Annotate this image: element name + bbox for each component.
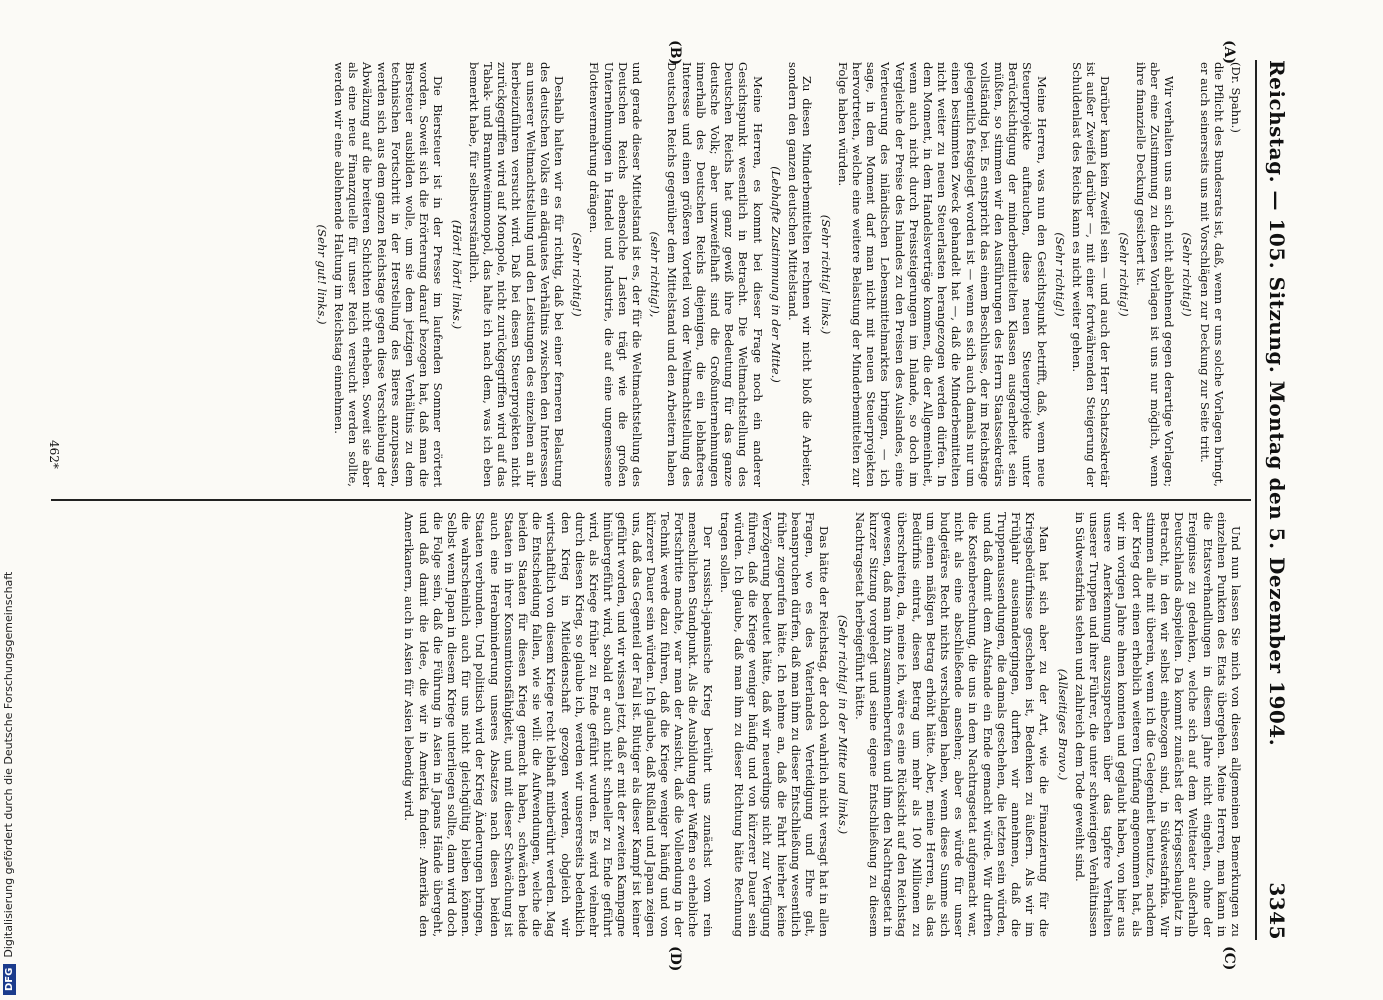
paragraph: Meine Herren, was nun den Gesichtspunkt betrifft, daß, wenn neue Steuerprojekte auftauchen, diese neuen Steuerprojekte unter Berücksichtigung der minderbemittelten Klassen ausgearbeitet sein müßten, so stimmen wir den Ausführungen des Herrn Staatssekretärs vollständig bei. Es entspricht das einem Beschlusse, der im Reichstage gelegentlich festgelegt worden ist — wenn es sich auch damals nur um einen bestimmten Zweck gehandelt hat —, daß die Minderbemittelten nicht weiter zu neuen Steuerlasten herangezogen werden dürfen. In dem Moment, in dem Handelsverträge kommen, die der Allgemeinheit, wenn auch nicht durch Preissteigerungen im Inlande, so doch im Vergleiche der Preise des Inlandes zu den Preisen des Auslandes, eine Verteuerung des inländischen Lebensmittelmarktes bringen, — ich sage, in dem Moment darf man nicht mit neuen Steuerprojekten hervortreten, welche eine weitere Belastung der Minderbemittelten zur Folge haben würden.: [835, 62, 1049, 487]
paragraph: Die Biersteuer ist in der Presse im laufenden Sommer erörtert worden. Soweit sich die Erörterung darauf bezogen hat, daß man die Biersteuer ausbilden wolle, um sie dem jetzigen Verhältnis zu dem technischen Fortschritt in der Herstellung des Bieres anzupassen, werden sich aus dem ganzen Reichstage gegen diese Verschiebung der Abwälzung auf die breiteren Schichten nicht erheben. Soweit sie aber als eine neue Finanzquelle für unser Reich versucht werden sollte, werden wir eine ablehnende Haltung im Reichstag einnehmen.: [332, 62, 446, 487]
paragraph: Das hätte der Reichstag, der doch wahrlich nicht versagt hat in allen Fragen, wo es des Vaterlandes Verteidigung und Ehre galt, beanspruchen dürfen, daß man ihm zu dieser Entschließung wesentlich früher zugerufen hätte. Ich nehme an, daß die Fahrt hierher keine Verzögerung bedeutet hätte, daß wir neuerdings nicht zur Verfügung führen, daß die Kriege weniger häufig und von kürzerer Dauer sein würden. Ich glaube, daß man ihm zu dieser Richtung hätte Rechnung tragen sollen.: [717, 512, 832, 937]
margin-marker-d: (D): [667, 946, 683, 972]
paragraph: Wir verhalten uns an sich nicht ablehnend gegen derartige Vorlagen; aber eine Zustimmung zu diesen Vorlagen ist uns nur möglich, wenn ihre finanzielle Deckung gesichert ist.: [1133, 62, 1177, 487]
right-column: [399, 512, 1243, 937]
running-head-left: Reichstag. — 105. Sitzung. Montag den 5. Dezember 1904.: [1265, 60, 1289, 747]
reaction: (Lebhafte Zustimmung in der Mitte.): [768, 166, 783, 383]
paragraph: Man hat sich aber zu der Art, wie die Finanzierung für die Kriegsbedürfnisse geschehen ist, Bedenken zu äußern. Als wir im Frühjahr auseinandergingen, durften wir annehmen, daß die Truppenaussendungen, die damals geschehen, die letzten sein würden, und daß damit dem Aufstande ein Ende gemacht würde. Wir durften die Kostenberechnung, die uns in dem Nachtragsetat aufgemacht war, nicht als eine abschließende ansehen; aber es würde für unser budgetäres Recht nichts verschlagen haben, wenn diese Summe sich um einen mäßigen Betrag erhöht hätte. Aber, meine Herren, als das Bedürfnis eintrat, diesen Betrag um mehr als 100 Millionen zu überschreiten, da, meine ich, wäre es eine Rücksicht auf den Reichstag gewesen, daß man ihn zusammenberufen und ihm den Nachtragsetat in kurzer Sitzung vorgelegt und seine eigene Entschließung zu diesem Nachtragsetat herbeigeführt hätte.: [852, 512, 1052, 937]
paragraph: Meine Herren, es kommt bei dieser Frage noch ein anderer Gesichtspunkt wesentlich in Betracht. Die Weltmachtstellung des Deutschen Reichs hat ganz gewiß ihre Bedeutung für das ganze deutsche Volk; aber unzweifelhaft sind die Großunternehmungen innerhalb des Deutschen Reichs diejenigen, die ein lebhafteres Interesse und einen größeren Vorteil von der Weltmachtstellung des Deutschen Reichs gegenüber dem Mittelstand und den Arbeitern haben: [665, 62, 765, 487]
reaction: (Sehr richtig! links.): [818, 214, 833, 335]
paragraph: die Pflicht des Bundesrats ist, daß, wenn er uns solche Vorlagen bringt, er auch seinerseits uns mit Vorschlägen zur Deckung zur Seite tritt.: [1197, 62, 1226, 487]
column-divider: [51, 499, 1251, 501]
paragraph: Und nun lassen Sie mich von diesen allgemeinen Bemerkungen zu einzelnen Punkten des Etats übergehen. Meine Herren, man kann in die Etatsverhandlungen in diesem Jahre nicht eingehen, ohne der Ereignisse zu gedenken, welche sich auf dem Weltteater außerhalb Deutschlands abspielten. Da kommt zunächst der Kriegsschauplatz in Betracht, in den wir selbst einbezogen sind, in Südwestafrika. Wir stimmen alle mit überein, wenn ich die Gelegenheit benutze, nachdem der Krieg dort einen erheblich weiteren Umfang angenommen hat, als wir im vorigen Jahre ahnen konnten und geglaubt haben, von hier aus unsere Anerkennung auszusprechen über das tapfere Verhalten unserer Truppen und ihrer Führer, die unter schwierigen Verhältnissen in Südwestafrika stehen und zahlreich dem Tode geweiht sind.: [1072, 512, 1243, 937]
reaction: (Sehr richtig!): [570, 232, 585, 317]
margin-marker-a: (A): [1221, 40, 1237, 65]
reaction: (Sehr gut! links.): [314, 224, 329, 325]
reaction: (Hört! hört! links.): [449, 219, 464, 330]
speaker-name: (Dr. Spahn.): [1229, 62, 1243, 133]
credit-text-row: [2, 15, 16, 995]
paragraph: Darüber kann kein Zweifel sein — und auch der Herr Schatzsekretär ist außer Zweifel darüber —, mit einer fortwährenden Steigerung der Schuldenlast des Reichs kann es nicht weiter gehen.: [1069, 62, 1113, 487]
paragraph: Der russisch-japanische Krieg berührt uns zunächst vom rein menschlichen Standpunkt. Als die Ausbildung der Waffen so erhebliche Fortschritte machte, war man der Ansicht, daß die Vollendung in der Technik werde dazu führen, daß die Kriege weniger häufig und von kürzerer Dauer sein würden. Ich glaube, daß Rußland und Japan zeigen uns, daß das Gegenteil der Fall ist. Blutiger als dieser Kampf ist keiner geführt worden, und wir wissen jetzt, daß er mit der zweiten Kampagne hinübergeführt wird, sobald er auch nicht schneller zu Ende geführt wird, als Kriege früher zu Ende geführt wurden. Es wird vielmehr durch diesen Krieg, so glaube ich, werden wir unsererseits bedenklich den Krieg in Mitleidenschaft gezogen werden, obgleich wir wirtschaftlich von diesem Kriege recht lebhaft mitberührt werden. Mag die Entscheidung fallen, wie sie will: die Aufwendungen, welche die beiden Staaten für diesen Krieg gemacht haben, schwächen beide Staaten in ihrer Konsumtionsfähigkeit, und mit dieser Schwächung ist auch eine Herabminderung unseres Absatzes nach diesen beiden Staaten verbunden. Und politisch wird der Krieg Änderungen bringen, die wahrscheinlich auch für uns nicht gleichgültig bleiben können. Selbst wenn Japan in diesem Kriege unterliegen sollte, dann wird doch die Folge sein, daß die Führung in Asien in Japans Hände übergeht, und daß damit die Idee, die wir in Amerika finden: Amerika den Amerikanern, auch in Asien für Asien lebendig wird.: [402, 512, 715, 937]
running-head: [1263, 60, 1293, 940]
reaction: (sehr richtig!),: [648, 231, 663, 318]
reaction: (Allseitiges Bravo.): [1055, 668, 1070, 781]
paragraph: Zu diesen Minderbemittelten rechnen wir nicht bloß die Arbeiter, sondern den ganzen deutschen Mittelstand.: [786, 62, 815, 487]
margin-marker-c: (C): [1221, 946, 1237, 971]
page-signature: 462*: [47, 440, 61, 469]
paragraph: und gerade dieser Mittelstand ist es, der für die Weltmachtstellung des Deutschen Reichs ebensolche Lasten trägt wie die großen Unternehmungen in Handel und Industrie, die auf eine ungemessene Flottenvermehrung drängen.: [587, 62, 645, 487]
dfg-logo-icon: DFG: [3, 964, 16, 995]
reaction: (Sehr richtig!): [1116, 232, 1131, 317]
digitization-credit: [0, 0, 22, 1000]
header-rule: [1255, 60, 1257, 940]
left-column: [311, 62, 1243, 487]
reaction: (Sehr richtig!): [1180, 232, 1195, 317]
margin-marker-b: (B): [667, 40, 683, 66]
page-number: 3345: [1265, 882, 1289, 940]
reaction: (Sehr richtig! in der Mitte und links.): [835, 614, 850, 835]
reaction: (Sehr richtig!): [1052, 232, 1067, 317]
credit-text: Digitalisierung gefördert durch die Deutsche Forschungsgemeinschaft: [2, 571, 15, 958]
paragraph: Deshalb halten wir es für richtig, daß bei einer ferneren Belastung des deutschen Volks ein adäquates Verhältnis zwischen den Interessen an unserer Weltmachtstellung und den Leistungen des einzelnen an ihr herbeizuführen versucht wird. Daß bei diesen Steuerprojekten nicht zurückgegriffen wird auf Monopole, nicht zurückgegriffen wird auf das Tabak- und Branntweinmonopol, das halte ich nach dem, was ich eben bemerkt habe, für selbstverständlich.: [466, 62, 567, 487]
